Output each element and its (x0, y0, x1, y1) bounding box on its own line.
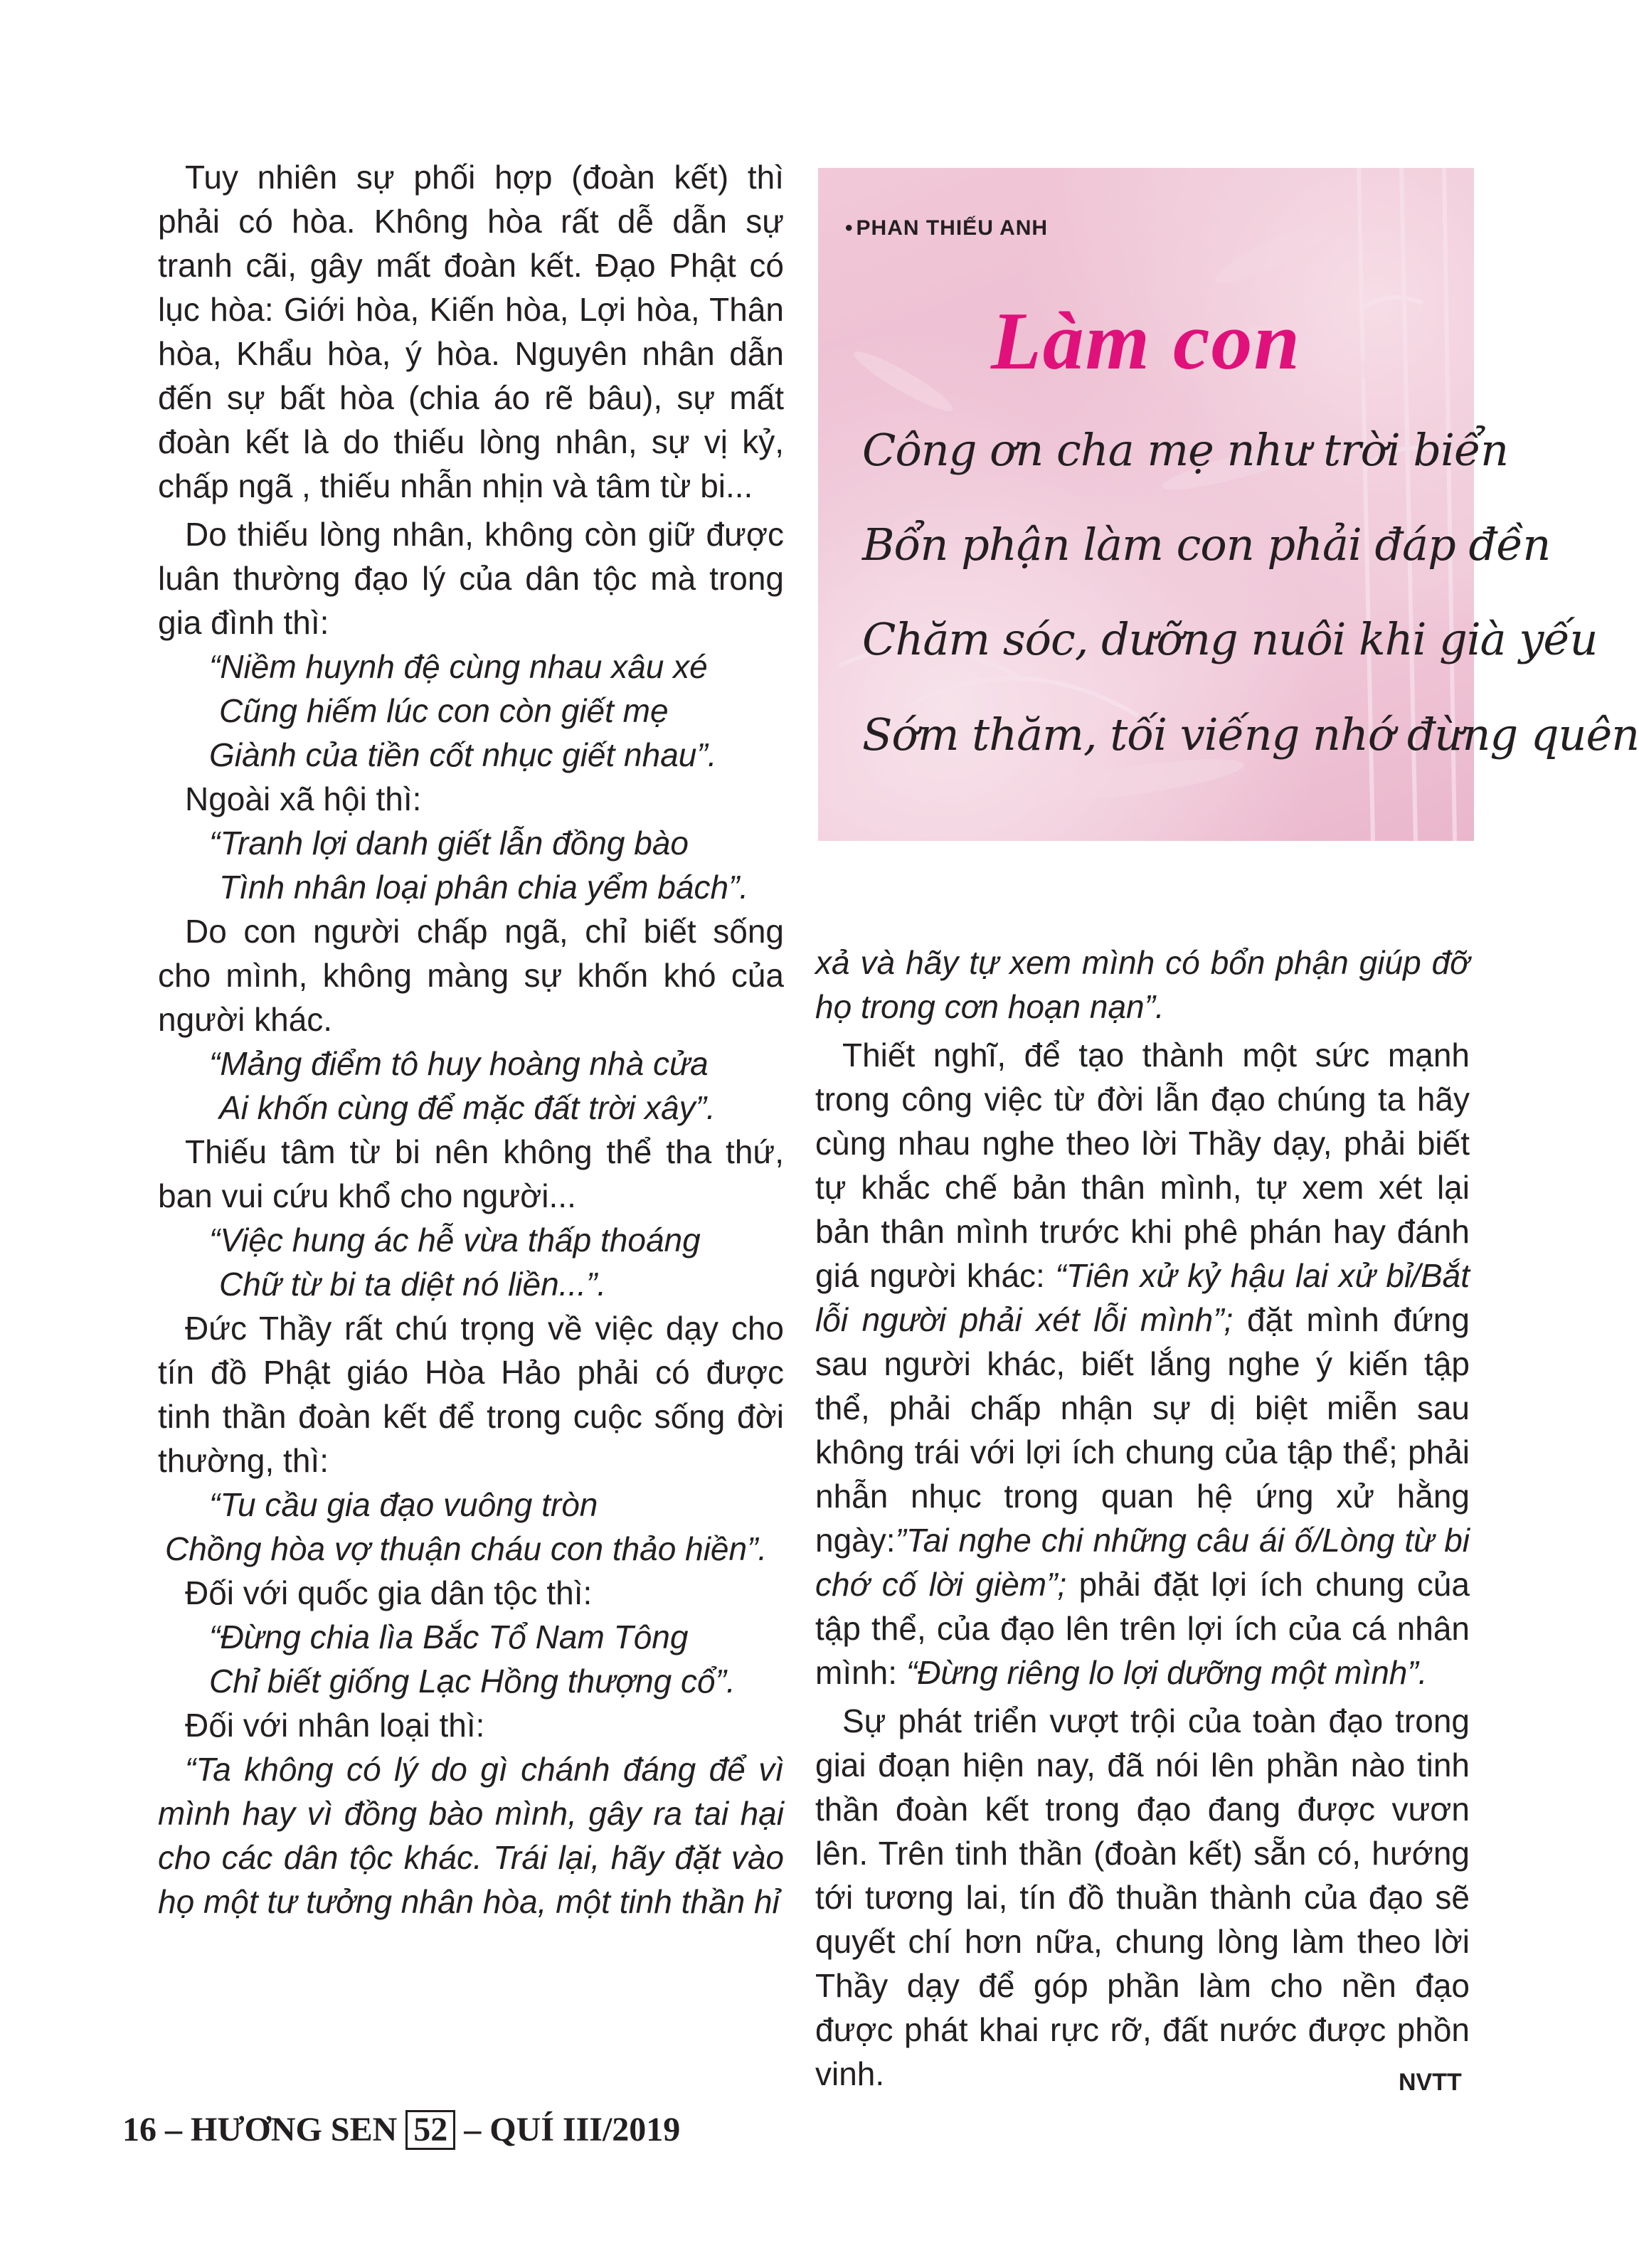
paragraph-9-text-a: Thiết nghĩ, để tạo thành một sức mạnh trong công việc từ đời lẫn đạo chúng ta hãy cùng nhau nghe theo lời Thầy dạy, phải biết tự khắc chế bản thân mình, tự xem xét lại bản thân mình trước khi phê phán hay đánh giá người khác: (815, 1037, 1470, 1294)
poem-line: Chăm sóc, dưỡng nuôi khi già yếu (862, 613, 1598, 665)
verse-5 (158, 1483, 784, 1571)
verse-line: Chỉ biết giống Lạc Hồng thượng cổ”. (209, 1663, 736, 1700)
paragraph-10: Sự phát triển vượt trội của toàn đạo trong giai đoạn hiện nay, đã nói lên phần nào tinh thần đoàn kết trong đạo đang được vươn lên. Trên tinh thần (đoàn kết) sẵn có, hướng tới tương lai, tín đồ thuần thành của đạo sẽ quyết chí hơn nữa, chung lòng làm theo lời Thầy dạy để góp phần làm cho nền đạo được phát khai rực rỡ, đất nước được phồn vinh. (815, 1702, 1470, 2092)
paragraph-9 (815, 1033, 1470, 1695)
right-column (815, 940, 1470, 2096)
verse-line: Tình nhân loại phân chia yểm bách”. (219, 869, 749, 906)
issue-number: 52 (405, 2110, 455, 2150)
verse-line: “Mảng điểm tô huy hoàng nhà cửa (209, 1045, 709, 1082)
footer-dash: – (464, 2111, 482, 2148)
verse-line: “Tranh lợi danh giết lẫn đồng bào (209, 825, 689, 862)
quote-continuation: xả và hãy tự xem mình có bổn phận giúp đỡ họ trong cơn hoạn nạn”. (815, 944, 1470, 1025)
poem-line: Công ơn cha mẹ như trời biển (862, 424, 1509, 476)
verse-6 (158, 1615, 784, 1703)
verse-line: Giành của tiền cốt nhục giết nhau”. (209, 736, 717, 773)
magazine-name: HƯƠNG SEN (191, 2111, 398, 2148)
page-number: 16 (122, 2111, 157, 2148)
verse-3 (158, 1042, 784, 1130)
left-column (158, 155, 784, 1924)
paragraph-9-text-c: phải đặt lợi ích chung của tập thể, của đạo lên trên lợi ích của cá nhân mình: (815, 1566, 1470, 1691)
verse-line: Ai khốn cùng để mặc đất trời xây”. (219, 1089, 716, 1126)
verse-2 (158, 821, 784, 909)
verse-1 (158, 645, 784, 777)
poem-box (818, 168, 1639, 841)
paragraph-3: Ngoài xã hội thì: (185, 780, 422, 817)
verse-4 (158, 1218, 784, 1306)
quote-start: “Ta không có lý do gì chánh đáng để vì mình hay vì đồng bào mình, gây ra tai hại cho các dân tộc khác. Trái lại, hãy đặt vào họ một tư tưởng nhân hòa, một tinh thần hỉ (158, 1751, 784, 1920)
verse-line: Chữ từ bi ta diệt nó liền...”. (219, 1266, 607, 1303)
paragraph-8: Đối với nhân loại thì: (185, 1707, 485, 1744)
verse-line: Chồng hòa vợ thuận cháu con thảo hiền”. (165, 1530, 768, 1567)
quote-inline-2: ”Tai nghe chi những câu ái ố/Lòng từ bi chớ cố lời gièm”; (815, 1522, 1470, 1603)
footer-dash: – (165, 2111, 182, 2148)
poem-author (845, 216, 1048, 240)
poem-title: Làm con (990, 296, 1302, 387)
paragraph-5: Thiếu tâm từ bi nên không thể tha thứ, ban vui cứu khổ cho người... (158, 1133, 784, 1214)
paragraph-2: Do thiếu lòng nhân, không còn giữ được luân thường đạo lý của dân tộc mà trong gia đình thì: (158, 516, 784, 641)
paragraph-9-text-b: đặt mình đứng sau người khác, biết lắng nghe ý kiến tập thể, phải chấp nhận sự dị biệt miễn sau không trái với lợi ích chung của tập thể; phải nhẫn nhục trong quan hệ ứng xử hằng ngày: (815, 1301, 1470, 1559)
verse-line: “Niềm huynh đệ cùng nhau xâu xé (209, 648, 708, 685)
verse-line: Cũng hiếm lúc con còn giết mẹ (219, 692, 669, 729)
bullet-icon: • (845, 216, 854, 240)
paragraph-1: Tuy nhiên sự phối hợp (đoàn kết) thì phải có hòa. Không hòa rất dễ dẫn sự tranh cãi, gây mất đoàn kết. Đạo Phật có lục hòa: Giới hòa, Kiến hòa, Lợi hòa, Thân hòa, Khẩu hòa, ý hòa. Nguyên nhân dẫn đến sự bất hòa (chia áo rẽ bâu), sự mất đoàn kết là do thiếu lòng nhân, sự vị kỷ, chấp ngã , thiếu nhẫn nhịn và tâm từ bi... (158, 159, 784, 504)
paragraph-6: Đức Thầy rất chú trọng về việc dạy cho tín đồ Phật giáo Hòa Hảo phải có được tinh thần đoàn kết để trong cuộc sống đời thường, thì: (158, 1310, 784, 1479)
quote-inline-1: “Tiên xử kỷ hậu lai xử bỉ/Bắt lỗi người phải xét lỗi mình”; (815, 1257, 1470, 1338)
paragraph-7: Đối với quốc gia dân tộc thì: (185, 1574, 593, 1611)
author-signature: NVTT (1399, 2069, 1462, 2096)
verse-line: “Đừng chia lìa Bắc Tổ Nam Tông (209, 1618, 689, 1655)
quote-inline-3: “Đừng riêng lo lợi dưỡng một mình”. (906, 1654, 1428, 1691)
paragraph-4: Do con người chấp ngã, chỉ biết sống cho mình, không màng sự khốn khó của người khác. (158, 913, 784, 1038)
page-footer (122, 2110, 680, 2150)
verse-line: “Việc hung ác hễ vừa thấp thoáng (209, 1222, 701, 1258)
poem-author-name: PHAN THIẾU ANH (856, 216, 1049, 240)
poem-line: Sớm thăm, tối viếng nhớ đừng quên (862, 709, 1639, 761)
verse-line: “Tu cầu gia đạo vuông tròn (209, 1486, 598, 1523)
poem-line: Bổn phận làm con phải đáp đền (862, 519, 1551, 571)
issue-period: QUÍ III/2019 (489, 2111, 681, 2148)
